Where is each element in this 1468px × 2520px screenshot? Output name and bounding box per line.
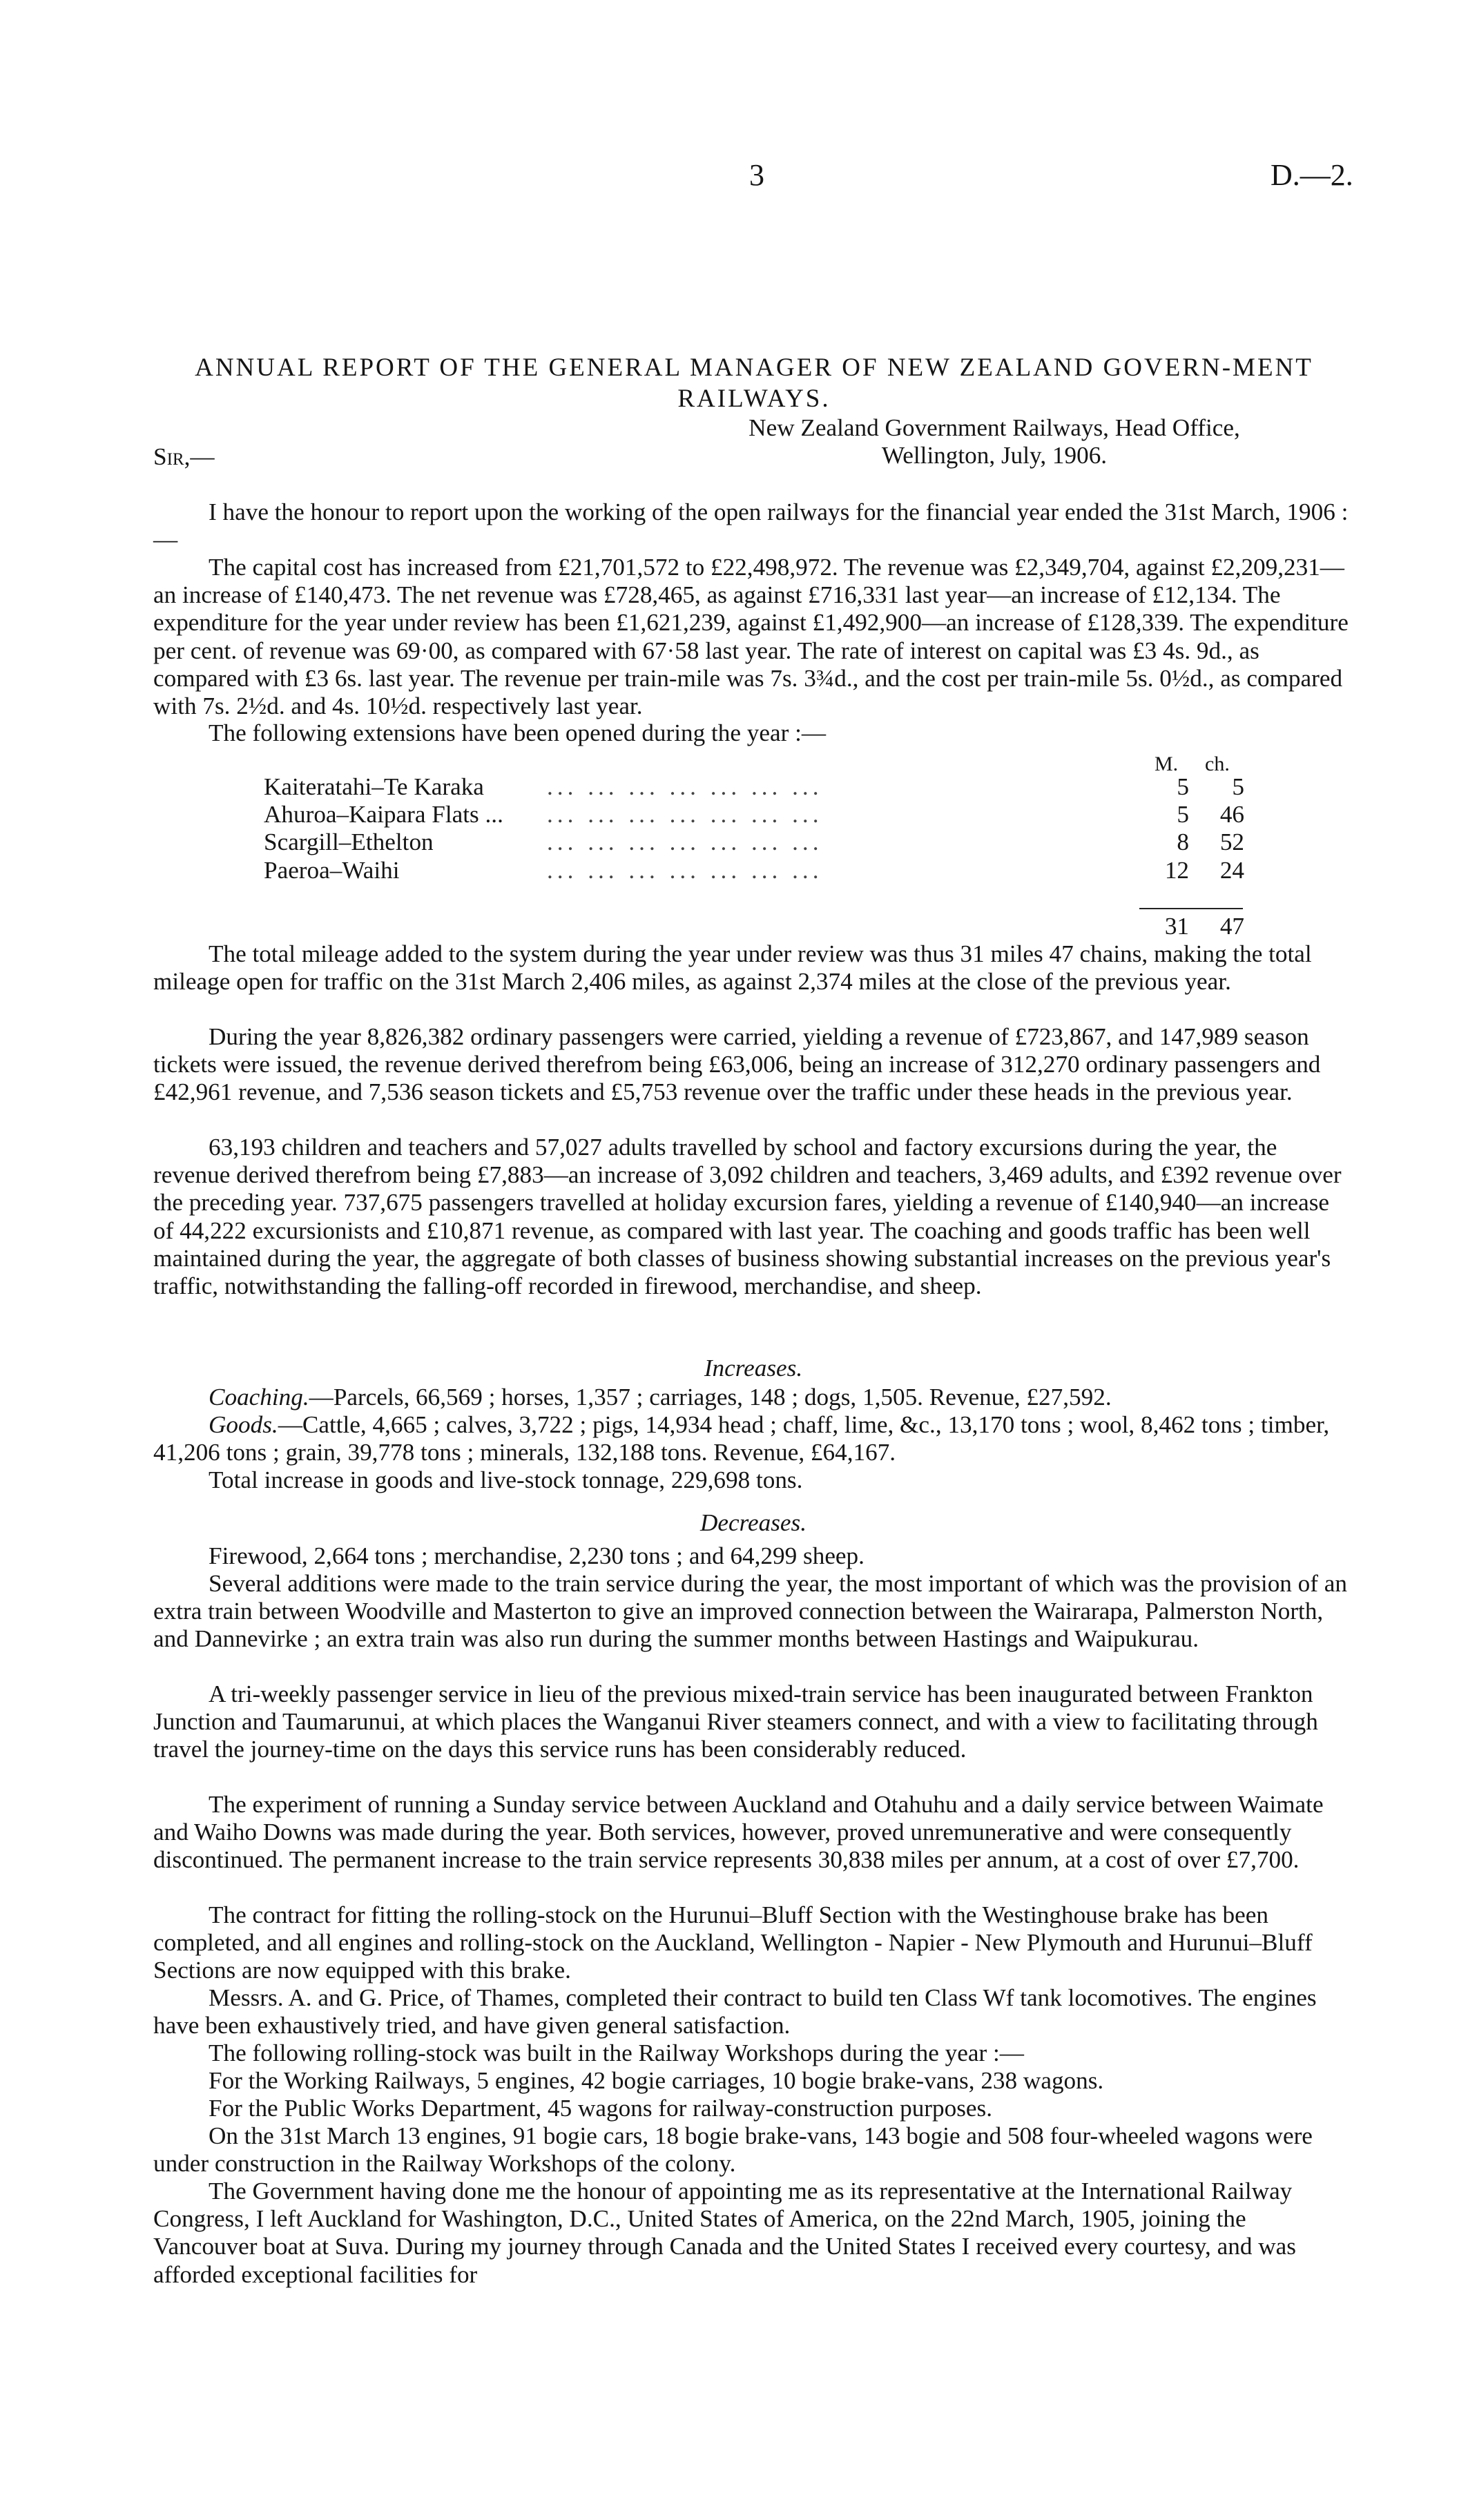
paragraph-tri-weekly: A tri-weekly passenger service in lieu of the previous mixed-train service has been inaugurated between Frankton Junction and Taumarunui, at which places the Wanganui River steamers connect, and with a view to facilitating through travel the journey-time on the days this service runs has been considerably reduced. (153, 1680, 1318, 1763)
paragraph-rolling-stock-intro: The following rolling-stock was built in the Railway Workshops during the year :— (209, 2039, 1024, 2066)
paragraph-decreases: Firewood, 2,664 tons ; merchandise, 2,230 tons ; and 64,299 sheep. (209, 1542, 865, 1569)
extensions-total (264, 913, 1244, 940)
paragraph-extensions-intro: The following extensions have been opened during the year :— (209, 719, 827, 746)
paragraph-coaching (153, 1384, 1353, 1411)
paragraph-mileage: The total mileage added to the system during the year under review was thus 31 miles 47 chains, making the total mileage open for traffic on the 31st March 2,406 miles, as against 2,374 miles at the close of the previous year. (153, 940, 1312, 996)
extension-miles: 5 (1177, 773, 1189, 800)
extension-name: Scargill–Ethelton (264, 828, 434, 856)
extension-chains: 52 (1219, 828, 1244, 856)
paragraph-sunday-service: The experiment of running a Sunday service between Auckland and Otahuhu and a daily service between Waimate and Waiho Downs was made during the year. Both services, however, proved unremunerative and were consequently discontinued. The permanent increase to the train service represents 30,838 miles per annum, at a cost of over £7,700. (153, 1791, 1324, 1874)
coaching-label: Coaching. (209, 1384, 309, 1411)
decreases-heading: Decreases. (699, 1509, 807, 1536)
extension-miles: 5 (1177, 801, 1189, 828)
paragraph-passengers: During the year 8,826,382 ordinary passengers were carried, yielding a revenue of £723,867, and 147,989 season tickets were issued, the revenue derived therefrom being £63,006, being an increase of 312,270 ordinary passengers and £42,961 revenue, and 7,536 season tickets and £5,753 revenue over the traffic under these heads in the previous year. (153, 1023, 1321, 1106)
unit-miles: M. (1155, 753, 1179, 775)
extension-row (264, 828, 1244, 856)
extension-row (264, 856, 1244, 884)
total-miles: 31 (1164, 913, 1189, 940)
unit-chains: ch. (1205, 753, 1230, 775)
extension-chains: 5 (1232, 773, 1244, 800)
total-chains: 47 (1219, 913, 1244, 940)
extension-name: Ahuroa–Kaipara Flats ... (264, 801, 503, 828)
paragraph-total-increase: Total increase in goods and live-stock tonnage, 229,698 tons. (209, 1466, 803, 1493)
report-title: ANNUAL REPORT OF THE GENERAL MANAGER OF NEW ZEALAND GOVERN-MENT RAILWAYS. (195, 353, 1313, 413)
address-line-2: Wellington, July, 1906. (881, 442, 1108, 469)
paragraph-excursions: 63,193 children and teachers and 57,027 adults travelled by school and factory excursions during the year, the revenue derived therefrom being £7,883—an increase of 3,092 children and teachers, 3,469 adults, and £392 revenue over the preceding year. 737,675 passengers travelled at holiday excursion fares, yielding a revenue of £140,940—an increase of 44,222 excursionists and £10,871 revenue, as compared with last year. The coaching and goods traffic has been well maintained during the year, the aggregate of both classes of business showing substantial increases on the previous year's traffic, notwithstanding the falling-off recorded in firewood, merchandise, and sheep. (153, 1134, 1342, 1300)
extension-name: Paeroa–Waihi (264, 856, 400, 884)
salutation: Sir,— (153, 443, 215, 470)
goods-label: Goods. (209, 1411, 278, 1438)
extension-name: Kaiteratahi–Te Karaka (264, 773, 484, 800)
address-block (690, 414, 1298, 469)
paragraph-locomotives: Messrs. A. and G. Price, of Thames, completed their contract to build ten Class Wf tank locomotives. The engines have been exhaustively tried, and have given general satisfaction. (153, 1984, 1317, 2039)
paragraph-goods (153, 1411, 1353, 1466)
leader-dots: ... ... ... ... ... ... ... (547, 828, 823, 856)
document-code: D.—2. (1271, 158, 1353, 192)
extension-row (264, 773, 1244, 801)
page-number: 3 (749, 158, 764, 192)
increases-heading: Increases. (704, 1355, 803, 1382)
paragraph-working-railways: For the Working Railways, 5 engines, 42 bogie carriages, 10 bogie brake-vans, 238 wagons. (209, 2067, 1104, 2094)
extension-miles: 12 (1164, 856, 1189, 884)
goods-text: —Cattle, 4,665 ; calves, 3,722 ; pigs, 14,934 head ; chaff, lime, &c., 13,170 tons ; wool, 8,462 tons ; timber, 41,206 tons ; grain, 39,778 tons ; minerals, 132,188 tons. Revenue, £64,167. (153, 1411, 1330, 1466)
extension-miles: 8 (1177, 828, 1189, 856)
extension-chains: 46 (1219, 801, 1244, 828)
leader-dots: ... ... ... ... ... ... ... (547, 856, 823, 884)
extension-chains: 24 (1219, 856, 1244, 884)
extensions-table (264, 773, 1244, 884)
coaching-text: —Parcels, 66,569 ; horses, 1,357 ; carriages, 148 ; dogs, 1,505. Revenue, £27,592. (309, 1384, 1112, 1411)
paragraph-train-service: Several additions were made to the train service during the year, the most important of which was the provision of an extra train between Woodville and Masterton to give an improved connection between the Wairarapa, Palmerston North, and Dannevirke ; an extra train was also run during the summer months between Hastings and Waipukurau. (153, 1570, 1348, 1653)
address-line-1: New Zealand Government Railways, Head Office, (749, 414, 1240, 441)
paragraph-public-works: For the Public Works Department, 45 wagons for railway-construction purposes. (209, 2095, 993, 2122)
total-rule (1139, 908, 1243, 909)
leader-dots: ... ... ... ... ... ... ... (547, 801, 823, 828)
paragraph-intro: I have the honour to report upon the working of the open railways for the financial year ended the 31st March, 1906 :— (153, 498, 1349, 554)
paragraph-westinghouse: The contract for fitting the rolling-stock on the Hurunui–Bluff Section with the Westinghouse brake has been completed, and all engines and rolling-stock on the Auckland, Wellington - Napier - New Plymouth and Hurunui–Bluff Sections are now equipped with this brake. (153, 1901, 1313, 1984)
paragraph-congress: The Government having done me the honour of appointing me as its representative at the International Railway Congress, I left Auckland for Washington, D.C., United States of America, on the 22nd March, 1905, joining the Vancouver boat at Suva. During my journey through Canada and the United States I received every courtesy, and was afforded exceptional facilities for (153, 2178, 1296, 2288)
extension-row (264, 801, 1244, 828)
leader-dots: ... ... ... ... ... ... ... (547, 773, 823, 800)
paragraph-capital: The capital cost has increased from £21,701,572 to £22,498,972. The revenue was £2,349,704, against £2,209,231—an increase of £140,473. The net revenue was £728,465, as against £716,331 last year—an increase of £12,134. The expenditure for the year under review has been £1,621,239, against £1,492,900—an increase of £128,339. The expenditure per cent. of revenue was 69·00, as compared with 67·58 last year. The rate of interest on capital was £3 4s. 9d., as compared with £3 6s. last year. The revenue per train-mile was 7s. 3¾d., and the cost per train-mile 5s. 0½d., as compared with 7s. 2½d. and 4s. 10½d. respectively last year. (153, 554, 1349, 720)
paragraph-under-construction: On the 31st March 13 engines, 91 bogie cars, 18 bogie brake-vans, 143 bogie and 508 four-wheeled wagons were under construction in the Railway Workshops of the colony. (153, 2122, 1313, 2178)
